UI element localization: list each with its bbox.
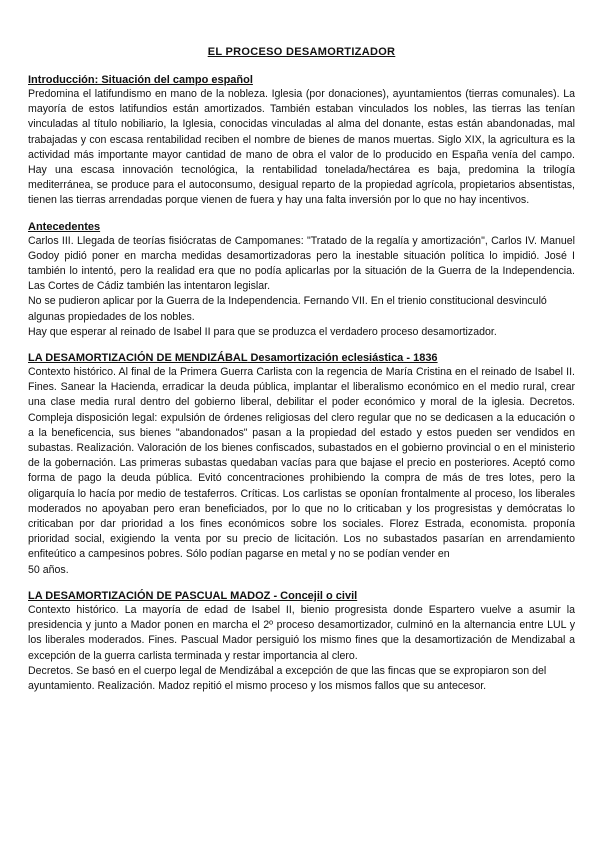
section-heading: Introducción: Situación del campo español (28, 74, 253, 86)
section-heading: Antecedentes (28, 220, 101, 233)
heading-subtitle: Desamortización eclesiástica - 1836 (247, 352, 438, 365)
section-heading (28, 352, 575, 364)
section-madoz (28, 590, 575, 694)
paragraph: Hay que esperar al reinado de Isabel II para que se produzca el verdadero proceso desamortizador. (28, 325, 497, 338)
section-heading (28, 590, 575, 602)
paragraph: 50 años. (28, 563, 69, 576)
paragraph: Contexto histórico. La mayoría de edad de Isabel II, bienio progresista donde Espartero vuelve a asumir la presidencia y junto a Mador ponen en marcha el 2º proceso desamortizador, culminó en la alternancia entre LUL y los liberales moderados. Fines. Pascual Mador persiguió los mismo fines que la desamortización de Mendizabal a excepción de la guerra carlista terminada y restar importancia al clero. (28, 603, 575, 662)
heading-main: LA DESAMORTIZACIÓN DE MENDIZÁBAL (28, 352, 248, 365)
paragraph: Contexto histórico. Al final de la Primera Guerra Carlista con la regencia de María Cristina en el reinado de Isabel II. Fines. Sanear la Hacienda, erradicar la deuda pública, implantar el liberalismo económico en el medio rural, crear una clase media rural dentro del gobierno liberal, debilitar el poder económico y moral de la iglesia. Decretos. Compleja disposición legal: expulsión de órdenes religiosas del clero regular que no se dedicasen a la educación o a la beneficencia, sus bienes "abandonados" pasan a la propiedad del estado y estos pueden ser vendidos en subastas. Realización. Valoración de los bienes confiscados, subastados en el gobierno provincial o en el ministerio de la gobernación. Las primeras subastas quedaban vacías para que bajase el precio en posteriores. Aceptó como forma de pago la deuda pública. Evitó concentraciones prohibiendo la compra de más de tres lotes, pero la oligarquía lo hacía por medio de testaferros. Críticas. Los carlistas se oponían frontalmente al proceso, los liberales moderados no apoyaban pero eran beneficiados, por lo que no lo criticaban y los progresistas y demócratas lo criticaban por dar prioridad a los fines económicos sobre los sociales. Florez Estrada, economista. proponía prioridad social, exigiendo la venta por su precio de licitación. Los no subastados pasarían en arrendamiento enfiteútico a campesinos pobres. Sólo podían pagarse en metal y no se podían vender en (28, 366, 575, 561)
section-antecedentes (28, 221, 575, 340)
document-page (28, 46, 575, 706)
heading-subtitle: - Concejil o civil (270, 589, 358, 602)
paragraph: Predomina el latifundismo en mano de la nobleza. Iglesia (por donaciones), ayuntamientos (tierras comunales). La mayoría de estos latifundios están amortizados. También estaban vinculados los nobles, las tierras las tenían vinculadas al título nobiliario, la Iglesia, conocidas vinculadas al alma del donante, estas están abandonadas, mal trabajadas y con escasa rentabilidad reciben el nombre de bienes de manos muertas. Siglo XIX, la agricultura es la actividad más importante mayor cantidad de mano de obra el valor de lo producido en España venía del campo. Hay una escasa innovación tecnológica, la rentabilidad tonelada/hectárea es baja, predomina la trilogía mediterránea, se produce para el autoconsumo, desigual reparto de la propiedad agrícola, propietarios absentistas, tienen las tierras arrendadas porque vienen de fuera y hay una falta inversión por lo que no hay incentivos. (28, 88, 575, 207)
heading-main: LA DESAMORTIZACIÓN DE PASCUAL MADOZ (28, 589, 271, 602)
paragraph: Carlos III. Llegada de teorías fisiócratas de Campomanes: "Tratado de la regalía y amortización", Carlos IV. Manuel Godoy pidió poner en marcha medidas desamortizadoras pero la inestable situación política lo impidió. José I también lo intentó, pero la realidad era que no podía aplicarlas por la situación de la Guerra de la Independencia. Las Cortes de Cádiz también las intentaron legislar. (28, 234, 575, 293)
paragraph: No se pudieron aplicar por la Guerra de la Independencia. Fernando VII. En el trienio constitucional desvinculó algunas propiedades de los nobles. (28, 295, 547, 323)
section-introduccion (28, 74, 575, 209)
section-mendizabal (28, 352, 575, 578)
paragraph: Decretos. Se basó en el cuerpo legal de Mendizábal a excepción de que las fincas que se expropiaron son del ayuntamiento. Realización. Madoz repitió el mismo proceso y los mismos fallos que su antecesor. (28, 664, 547, 692)
document-title: EL PROCESO DESAMORTIZADOR (207, 46, 396, 58)
